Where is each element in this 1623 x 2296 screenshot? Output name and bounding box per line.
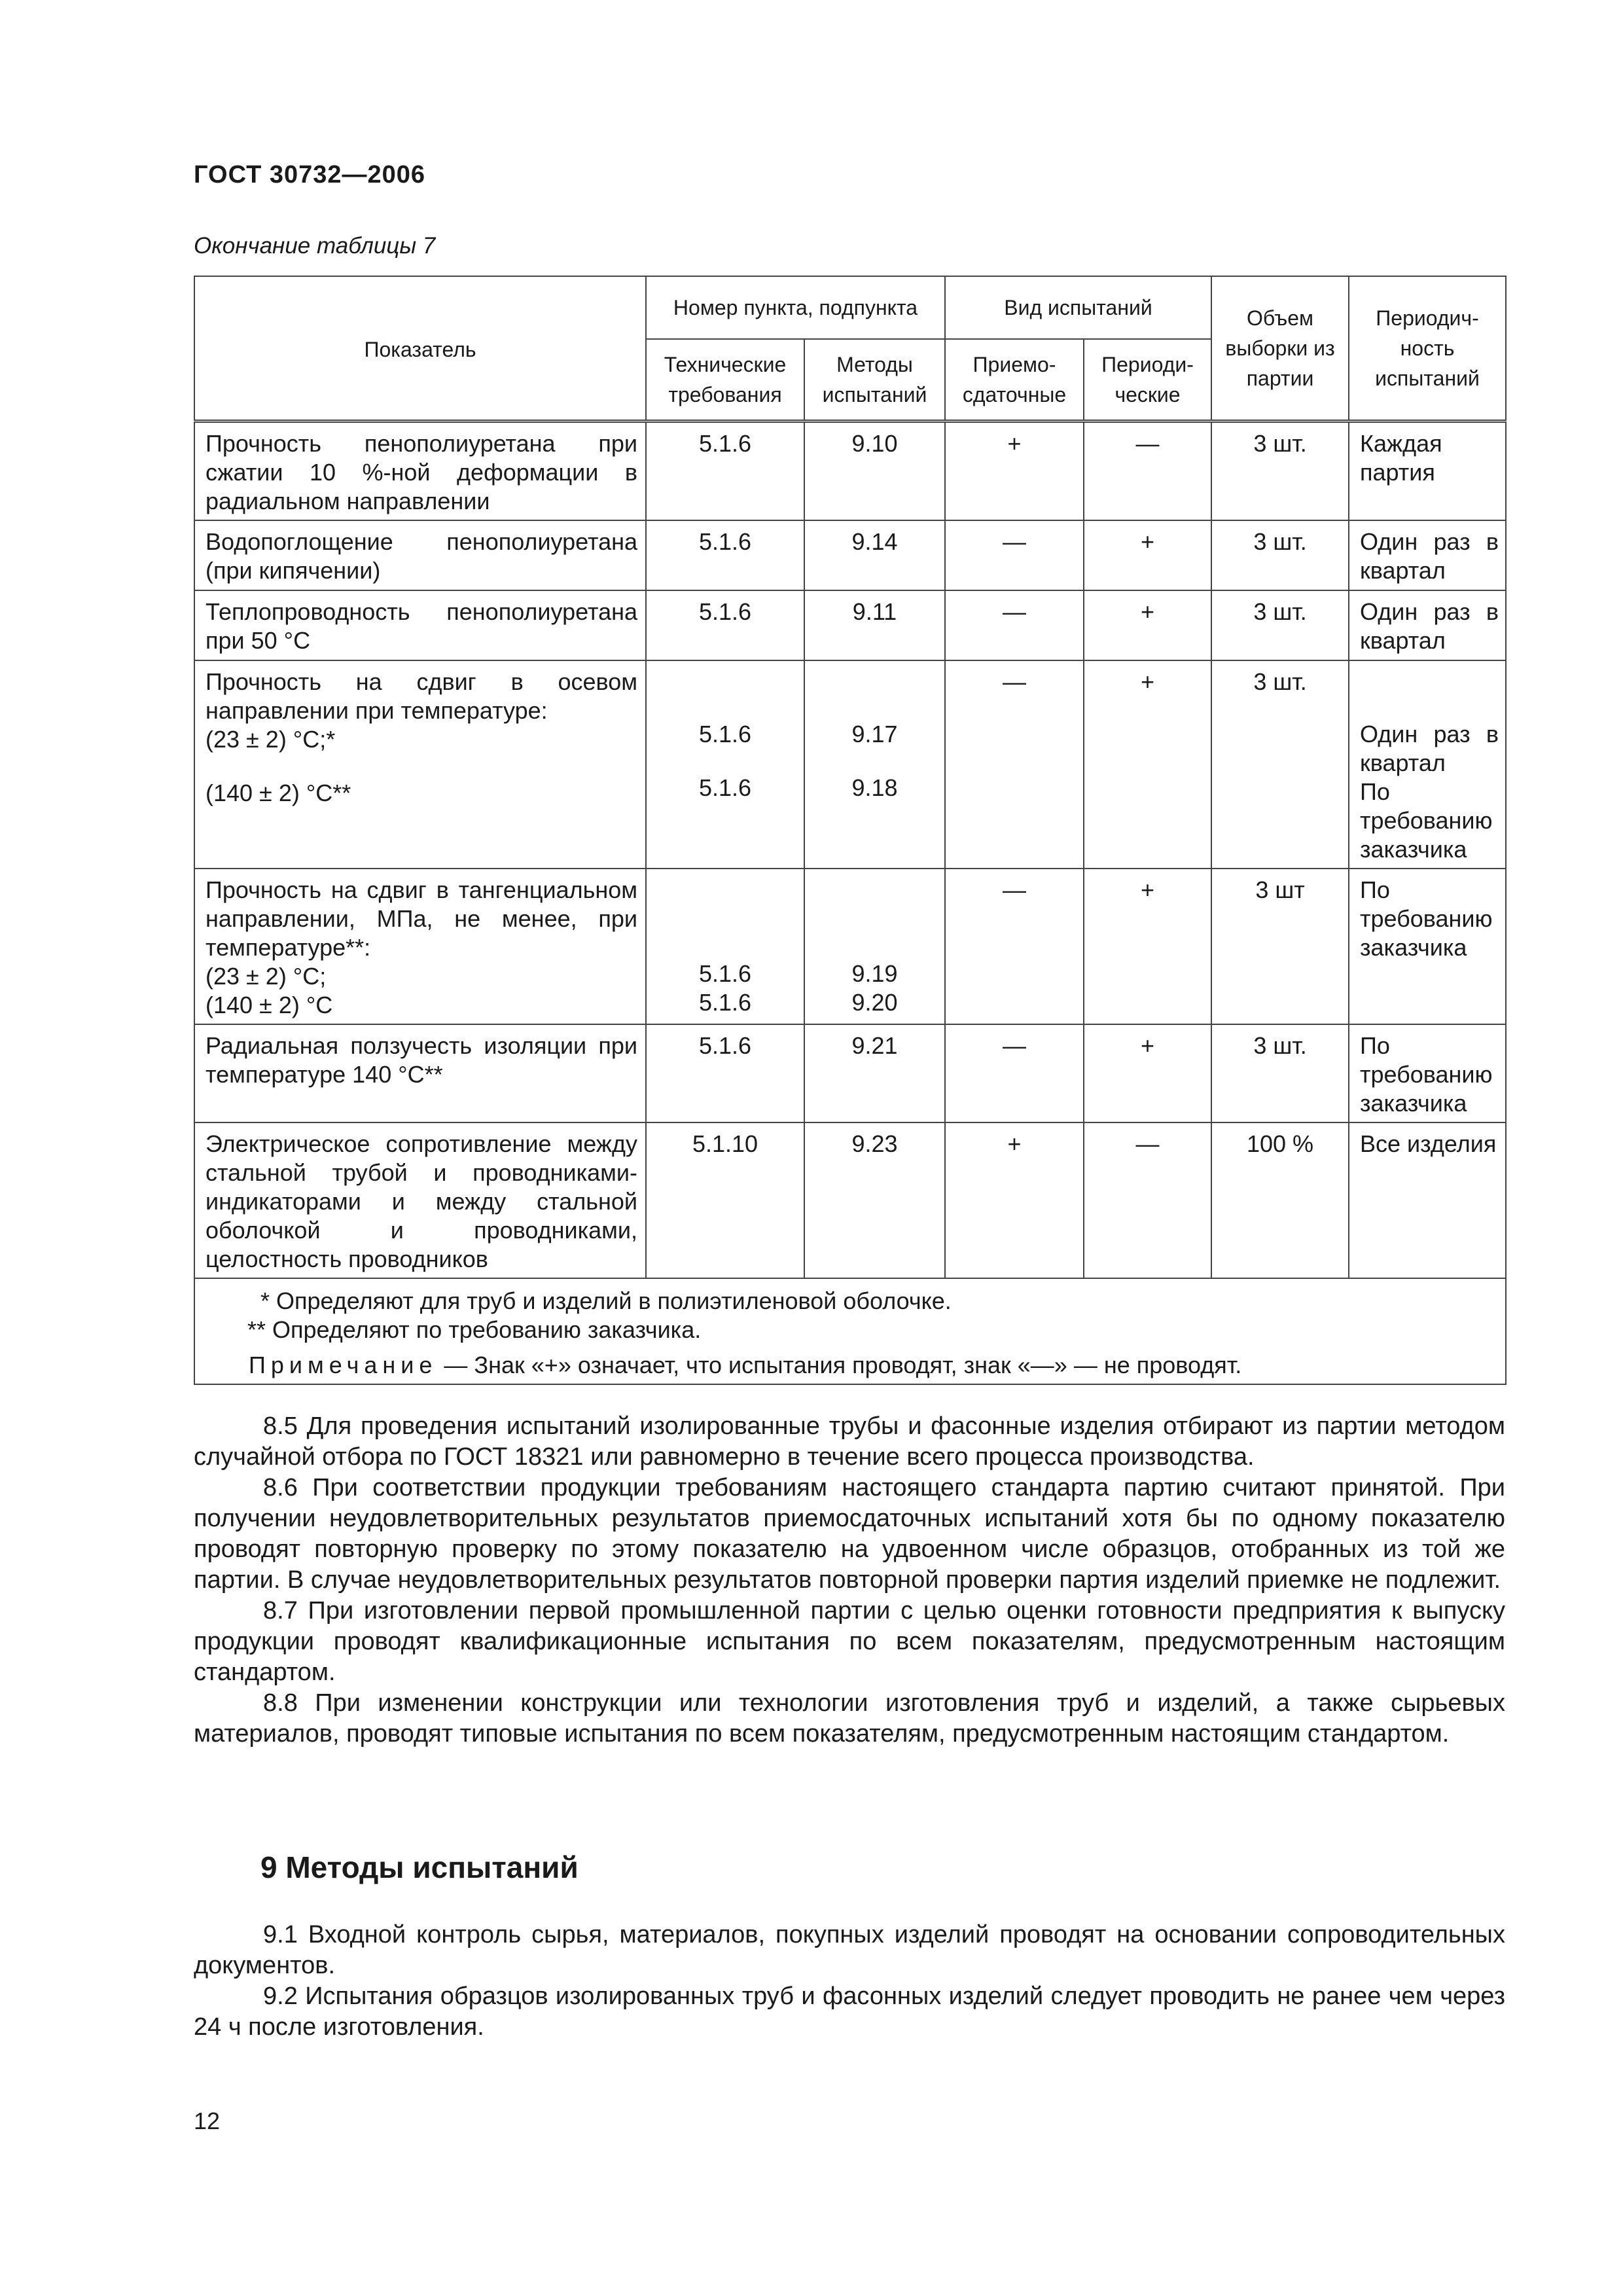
cell-tech: 5.1.6 5.1.6 [646,660,804,869]
cell-sample: 3 шт. [1211,422,1349,521]
cell-indicator: Электрическое сопротивление между стальной трубой и проводниками-индикаторами и между стальной оболочкой и проводниками, целостность проводников [194,1122,646,1278]
cell-acceptance: — [945,660,1084,869]
header-periodicity: Периодич- ность испытаний [1349,276,1506,422]
table-row [194,520,1506,590]
paragraph-8-5: 8.5 Для проведения испытаний изолированные трубы и фасонные изделия отбирают из партии методом случайной отбора по ГОСТ 18321 или равномерно в течение всего процесса производства. [194,1412,1505,1471]
cell-sample: 3 шт. [1211,520,1349,590]
table-note [195,1351,1505,1380]
cell-periodicity: Один раз в квартал [1349,520,1506,590]
paragraph-9-1: 9.1 Входной контроль сырья, материалов, покупных изделий проводят на основании сопроводительных документов. [194,1921,1505,1979]
cell-indicator: Водопоглощение пенополиуретана (при кипячении) [194,520,646,590]
header-periodic: Периоди- ческие [1084,339,1211,422]
note-label: Примечание [249,1352,438,1378]
cell-periodicity: По требованию заказчика [1349,1024,1506,1122]
cell-periodic: + [1084,520,1211,590]
table-row [194,869,1506,1024]
cell-periodic: + [1084,590,1211,660]
paragraph-8-6: 8.6 При соответствии продукции требованиям настоящего стандарта партию считают принятой. При получении неудовлетворительных результатов приемосдаточных испытаний хотя бы по одному показателю проводят повторную проверку по этому показателю на удвоенном числе образцов, отобранных из той же партии. В случае неудовлетворительных результатов повторной проверки партия изделий приемке не подлежит. [194,1474,1505,1594]
page-number: 12 [194,2108,221,2134]
paragraph-8-8: 8.8 При изменении конструкции или технологии изготовления труб и изделий, а также сырьевых материалов, проводят типовые испытания по всем показателям, предусмотренным настоящим стандартом. [194,1689,1505,1748]
paragraph-8-7: 8.7 При изготовлении первой промышленной партии с целью оценки готовности предприятия к выпуску продукции проводят квалификационные испытания по всем показателям, предусмотренным настоящим стандартом. [194,1597,1505,1686]
header-test-type: Вид испытаний [945,276,1211,339]
table-caption: Окончание таблицы 7 [194,233,436,259]
table-row [194,1024,1506,1122]
table-row [194,422,1506,521]
table-notes-row [194,1278,1506,1384]
table-row [194,590,1506,660]
section-9-paragraphs [194,1920,1505,2043]
cell-tech: 5.1.10 [646,1122,804,1278]
footnote-2: ** Определяют по требованию заказчика. [247,1316,702,1343]
cell-periodicity: Все изделия [1349,1122,1506,1278]
cell-tech: 5.1.6 [646,1024,804,1122]
cell-tech: 5.1.6 [646,520,804,590]
cell-method: 9.19 9.20 [804,869,945,1024]
cell-acceptance: — [945,1024,1084,1122]
footnote-1: * Определяют для труб и изделий в полиэтиленовой оболочке. [260,1287,952,1314]
cell-periodic: + [1084,869,1211,1024]
cell-tech: 5.1.6 5.1.6 [646,869,804,1024]
header-test-methods: Методы испытаний [804,339,945,422]
cell-periodicity: Один раз в квартал [1349,590,1506,660]
cell-method: 9.21 [804,1024,945,1122]
cell-acceptance: + [945,1122,1084,1278]
cell-periodicity: По требованию заказчика [1349,869,1506,1024]
cell-acceptance: — [945,590,1084,660]
cell-sample: 3 шт. [1211,660,1349,869]
section-9-heading: 9 Методы испытаний [260,1850,579,1884]
cell-acceptance: + [945,422,1084,521]
cell-sample: 3 шт. [1211,1024,1349,1122]
cell-indicator: Прочность на сдвиг в тангенциальном направлении, МПа, не менее, при температуре**: (23 ± 2) °С; (140 ± 2) °С [194,869,646,1024]
cell-periodic: — [1084,1122,1211,1278]
cell-indicator: Радиальная ползучесть изоляции при температуре 140 °С** [194,1024,646,1122]
cell-periodic: + [1084,660,1211,869]
cell-indicator: Прочность пенополиуретана при сжатии 10 %-ной деформации в радиальном направлении [194,422,646,521]
note-text: — Знак «+» означает, что испытания проводят, знак «—» — не проводят. [437,1352,1242,1378]
header-acceptance: Приемо- сдаточные [945,339,1084,422]
header-tech-requirements: Технические требования [646,339,804,422]
header-item-number: Номер пункта, подпункта [646,276,945,339]
cell-tech: 5.1.6 [646,590,804,660]
cell-sample: 3 шт [1211,869,1349,1024]
cell-sample: 100 % [1211,1122,1349,1278]
table-row [194,1122,1506,1278]
cell-tech: 5.1.6 [646,422,804,521]
table-notes [194,1278,1506,1384]
cell-method: 9.14 [804,520,945,590]
header-sample-size: Объем выборки из партии [1211,276,1349,422]
cell-method: 9.23 [804,1122,945,1278]
cell-periodicity: Один раз в квартал По требованию заказчика [1349,660,1506,869]
cell-sample: 3 шт. [1211,590,1349,660]
cell-method: 9.17 9.18 [804,660,945,869]
cell-periodicity: Каждая партия [1349,422,1506,521]
cell-periodic: — [1084,422,1211,521]
section-8-paragraphs [194,1411,1505,1749]
cell-periodic: + [1084,1024,1211,1122]
paragraph-9-2: 9.2 Испытания образцов изолированных труб и фасонных изделий следует проводить не ранее чем через 24 ч после изготовления. [194,1982,1505,2041]
cell-indicator: Теплопроводность пенополиуретана при 50 °С [194,590,646,660]
table-7 [194,276,1507,1385]
cell-method: 9.10 [804,422,945,521]
cell-acceptance: — [945,520,1084,590]
header-indicator: Показатель [194,276,646,422]
cell-indicator: Прочность на сдвиг в осевом направлении при температуре: (23 ± 2) °С;* (140 ± 2) °С** [194,660,646,869]
cell-acceptance: — [945,869,1084,1024]
cell-method: 9.11 [804,590,945,660]
table-row [194,660,1506,869]
document-code: ГОСТ 30732—2006 [194,161,426,188]
